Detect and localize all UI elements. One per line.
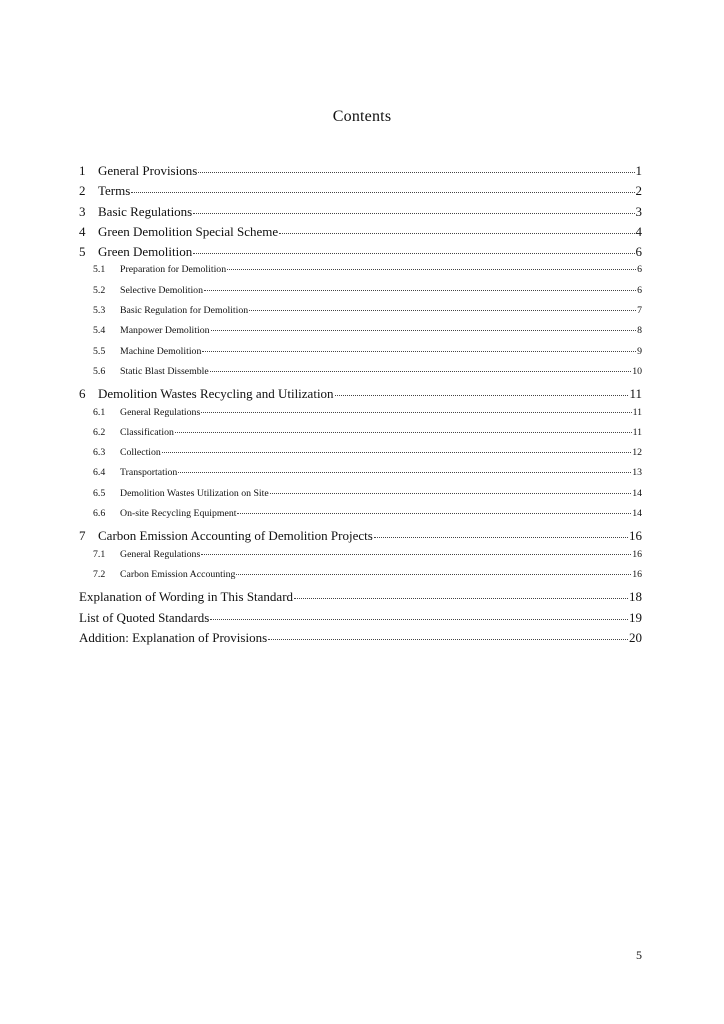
toc-entry-number: 5.5 (93, 345, 106, 357)
toc-entry-title: Transportation (120, 467, 178, 479)
toc-entry-page: 16 (632, 568, 642, 580)
toc-entry-title: Green Demolition (98, 244, 193, 260)
toc-entry-page: 4 (635, 223, 642, 239)
toc-entry-page: 19 (629, 609, 642, 625)
toc-entry-page: 10 (632, 365, 642, 377)
toc-entry-title: Demolition Wastes Recycling and Utilization (98, 386, 334, 402)
toc-entry-page: 16 (632, 548, 642, 560)
toc-entry-page: 9 (637, 345, 642, 357)
dot-leader (268, 639, 628, 640)
toc-subentry[interactable] (79, 285, 642, 305)
dot-leader (270, 493, 632, 494)
dot-leader (193, 253, 634, 254)
toc-entry-title: Explanation of Wording in This Standard (79, 589, 294, 605)
dot-leader (211, 330, 637, 331)
table-of-contents (79, 163, 642, 650)
toc-entry-number: 6.4 (93, 467, 106, 479)
toc-entry-number: 5.1 (93, 264, 106, 276)
toc-entry-title: General Regulations (120, 548, 201, 560)
toc-entry-page: 14 (632, 508, 642, 520)
toc-subentry[interactable] (79, 305, 642, 325)
toc-entry-title: General Regulations (120, 406, 201, 418)
dot-leader (236, 574, 631, 575)
toc-entry[interactable] (79, 589, 642, 609)
dot-leader (178, 472, 631, 473)
toc-entry-number: 7.2 (93, 568, 106, 580)
toc-entry-page: 12 (632, 447, 642, 459)
toc-entry-title: Demolition Wastes Utilization on Site (120, 487, 269, 499)
toc-entry-page: 6 (637, 284, 642, 296)
toc-entry[interactable] (79, 224, 642, 244)
toc-entry-number: 7 (79, 528, 86, 544)
toc-entry-title: Carbon Emission Accounting (120, 568, 236, 580)
dot-leader (198, 172, 634, 173)
toc-entry[interactable] (79, 610, 642, 630)
dot-leader (201, 554, 631, 555)
toc-entry-number: 6.3 (93, 447, 106, 459)
toc-entry-page: 8 (637, 325, 642, 337)
toc-entry[interactable] (79, 204, 642, 224)
toc-entry-number: 5.6 (93, 365, 106, 377)
dot-leader (210, 371, 631, 372)
toc-entry-title: Machine Demolition (120, 345, 202, 357)
toc-entry-page: 2 (635, 183, 642, 199)
dot-leader (175, 432, 632, 433)
toc-entry-title: Terms (98, 183, 131, 199)
toc-entry-page: 6 (637, 264, 642, 276)
toc-entry-page: 20 (629, 629, 642, 645)
toc-entry-title: Basic Regulations (98, 203, 193, 219)
toc-entry-page: 6 (635, 244, 642, 260)
toc-entry-number: 6.6 (93, 508, 106, 520)
toc-entry-number: 5.4 (93, 325, 106, 337)
toc-entry-title: Static Blast Dissemble (120, 365, 209, 377)
toc-entry-page: 11 (629, 386, 642, 402)
toc-entry[interactable] (79, 630, 642, 650)
toc-entry-number: 5.3 (93, 305, 106, 317)
toc-entry-title: General Provisions (98, 163, 198, 178)
dot-leader (227, 269, 636, 270)
dot-leader (374, 537, 628, 538)
toc-entry-page: 11 (632, 406, 642, 418)
toc-subentry[interactable] (79, 549, 642, 569)
toc-subentry[interactable] (79, 407, 642, 427)
toc-subentry[interactable] (79, 325, 642, 345)
toc-entry-page: 16 (629, 528, 642, 544)
toc-entry-title: Manpower Demolition (120, 325, 210, 337)
toc-entry-number: 6.5 (93, 487, 106, 499)
dot-leader (202, 351, 636, 352)
toc-entry-title: Green Demolition Special Scheme (98, 223, 279, 239)
toc-entry-title: Collection (120, 447, 161, 459)
toc-subentry[interactable] (79, 366, 642, 386)
toc-entry-number: 3 (79, 203, 86, 219)
dot-leader (162, 452, 631, 453)
toc-entry-page: 7 (637, 305, 642, 317)
toc-entry-number: 5.2 (93, 284, 106, 296)
toc-entry-title: On-site Recycling Equipment (120, 508, 237, 520)
toc-entry-page: 14 (632, 487, 642, 499)
toc-entry-title: Carbon Emission Accounting of Demolition Projects (98, 528, 373, 544)
toc-subentry[interactable] (79, 427, 642, 447)
toc-entry-number: 5 (79, 244, 86, 260)
toc-entry-number: 6.1 (93, 406, 106, 418)
toc-entry-number: 7.1 (93, 548, 106, 560)
toc-entry-page: 11 (632, 426, 642, 438)
dot-leader (210, 619, 628, 620)
toc-entry-number: 4 (79, 223, 86, 239)
dot-leader (237, 513, 631, 514)
page-number: 5 (636, 948, 642, 962)
toc-entry-page: 13 (632, 467, 642, 479)
toc-entry-page: 1 (635, 163, 642, 178)
toc-subentry[interactable] (79, 569, 642, 589)
toc-entry-number: 1 (79, 163, 86, 178)
dot-leader (294, 598, 628, 599)
toc-entry[interactable] (79, 386, 642, 406)
toc-subentry[interactable] (79, 467, 642, 487)
dot-leader (131, 192, 634, 193)
dot-leader (249, 310, 636, 311)
toc-subentry[interactable] (79, 508, 642, 528)
toc-entry-title: Preparation for Demolition (120, 264, 227, 276)
dot-leader (201, 412, 631, 413)
toc-entry-title: Basic Regulation for Demolition (120, 305, 249, 317)
toc-entry-number: 2 (79, 183, 86, 199)
toc-entry-title: Addition: Explanation of Provisions (79, 629, 268, 645)
toc-subentry[interactable] (79, 488, 642, 508)
toc-subentry[interactable] (79, 346, 642, 366)
toc-subentry[interactable] (79, 447, 642, 467)
toc-entry-title: List of Quoted Standards (79, 609, 210, 625)
dot-leader (204, 290, 636, 291)
toc-entry-page: 3 (635, 203, 642, 219)
toc-entry[interactable] (79, 163, 642, 183)
toc-entry[interactable] (79, 183, 642, 203)
toc-entry-page: 18 (629, 589, 642, 605)
toc-entry[interactable] (79, 528, 642, 548)
dot-leader (193, 213, 634, 214)
page-title: Contents (332, 108, 392, 125)
dot-leader (279, 233, 634, 234)
toc-entry[interactable] (79, 244, 642, 264)
toc-entry-title: Classification (120, 426, 174, 438)
toc-entry-number: 6 (79, 386, 86, 402)
toc-entry-number: 6.2 (93, 426, 106, 438)
toc-entry-title: Selective Demolition (120, 284, 203, 296)
toc-subentry[interactable] (79, 264, 642, 284)
dot-leader (335, 395, 629, 396)
